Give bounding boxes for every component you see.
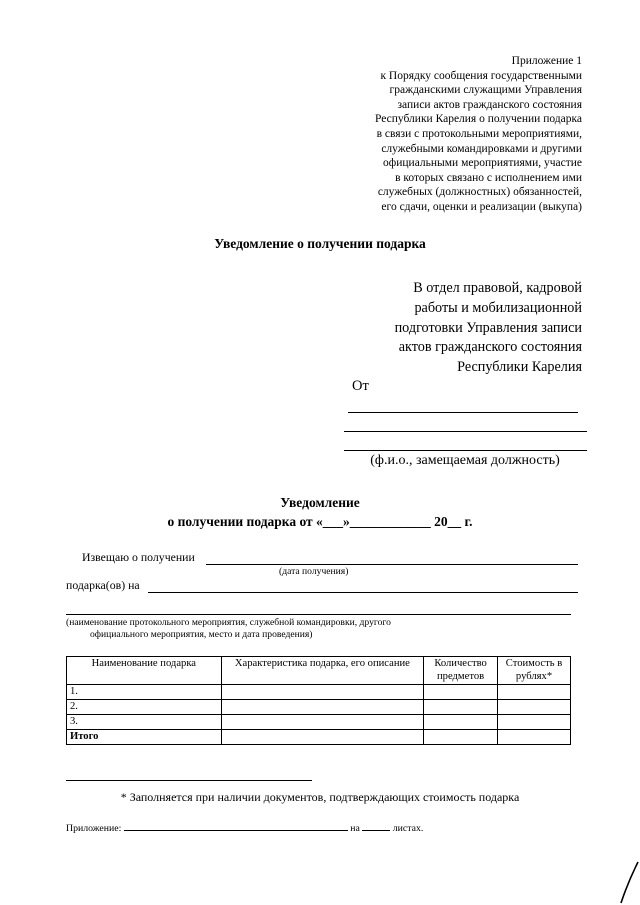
- appendix-line: его сдачи, оценки и реализации (выкупа): [381, 200, 582, 213]
- addressee-block: [362, 279, 582, 378]
- addressee-line: актов гражданского состояния: [398, 339, 582, 356]
- table-cell[interactable]: [424, 730, 498, 745]
- receipt-date-line[interactable]: [206, 564, 578, 565]
- attachment-sheets: листах.: [392, 823, 424, 834]
- addressee-line: работы и мобилизационной: [414, 299, 582, 316]
- table-cell[interactable]: [221, 700, 423, 715]
- notice-title: [0, 493, 640, 531]
- appendix-line: к Порядку сообщения государственными: [380, 69, 582, 82]
- attachment-on: на: [350, 823, 360, 834]
- table-cell[interactable]: [424, 685, 498, 700]
- pen-stroke-mark: [618, 860, 640, 905]
- table-row: [67, 715, 571, 730]
- from-label: От: [352, 378, 369, 394]
- header-cost: Стоимость в рублях*: [498, 657, 571, 685]
- appendix-line: официальными мероприятиями, участие: [383, 157, 582, 170]
- header-gift-name: Наименование подарка: [67, 657, 222, 685]
- footnote: * Заполняется при наличии документов, подтверждающих стоимость подарка: [120, 790, 520, 804]
- gifts-label: подарка(ов) на: [66, 578, 140, 592]
- row-number: 3.: [67, 715, 222, 730]
- event-caption-2: официального мероприятия, место и дата проведения): [90, 629, 313, 640]
- table-cell[interactable]: [498, 730, 571, 745]
- from-line-1[interactable]: [348, 412, 578, 413]
- appendix-line: гражданскими служащими Управления: [389, 84, 582, 97]
- appendix-line: служебных (должностных) обязанностей,: [377, 186, 582, 199]
- addressee-line: подготовки Управления записи: [394, 319, 582, 336]
- footnote-divider: [66, 780, 312, 781]
- table-row: [67, 685, 571, 700]
- table-cell[interactable]: [221, 685, 423, 700]
- table-cell[interactable]: [498, 715, 571, 730]
- table-total-row: [67, 730, 571, 745]
- row-number: 1.: [67, 685, 222, 700]
- table-cell[interactable]: [424, 715, 498, 730]
- sheets-count-field[interactable]: [362, 820, 390, 831]
- gifts-event-line[interactable]: [148, 592, 578, 593]
- header-quantity: Количество предметов: [424, 657, 498, 685]
- addressee-line: В отдел правовой, кадровой: [413, 280, 582, 296]
- addressee-line: Республики Карелия: [457, 359, 582, 376]
- appendix-line: служебными командировками и другими: [381, 142, 582, 155]
- document-title: Уведомление о получении подарка: [214, 236, 426, 251]
- appendix-line: Приложение 1: [511, 55, 582, 67]
- appendix-line: Республики Карелия о получении подарка: [375, 113, 582, 126]
- fio-caption: (ф.и.о., замещаемая должность): [370, 453, 560, 468]
- table-row: [67, 700, 571, 715]
- appendix-line: в связи с протокольными мероприятиями,: [376, 127, 582, 140]
- table-cell[interactable]: [424, 700, 498, 715]
- from-line-2[interactable]: [344, 431, 587, 432]
- gifts-table: [66, 656, 571, 745]
- receipt-label: Извещаю о получении: [82, 550, 195, 564]
- table-cell[interactable]: [221, 730, 423, 745]
- header-gift-description: Характеристика подарка, его описание: [221, 657, 423, 685]
- row-number: 2.: [67, 700, 222, 715]
- event-caption-1: (наименование протокольного мероприятия, служебной командировки, другого: [66, 617, 391, 628]
- date-caption: (дата получения): [279, 566, 349, 577]
- table-cell[interactable]: [498, 700, 571, 715]
- total-label: Итого: [67, 730, 222, 745]
- from-line-3[interactable]: [344, 450, 587, 451]
- notice-date-line[interactable]: о получении подарка от «___»____________ 20__ г.: [167, 514, 473, 529]
- attachment-label: Приложение:: [66, 823, 122, 834]
- appendix-line: записи актов гражданского состояния: [397, 98, 582, 111]
- appendix-line: в которых связано с исполнением ими: [395, 171, 582, 184]
- table-cell[interactable]: [498, 685, 571, 700]
- notice-heading: Уведомление: [280, 495, 360, 510]
- appendix-header: [302, 54, 582, 215]
- event-line[interactable]: [66, 614, 571, 615]
- attachment-field[interactable]: [124, 820, 348, 831]
- table-header-row: [67, 657, 571, 685]
- attachment-line: [66, 820, 423, 834]
- table-cell[interactable]: [221, 715, 423, 730]
